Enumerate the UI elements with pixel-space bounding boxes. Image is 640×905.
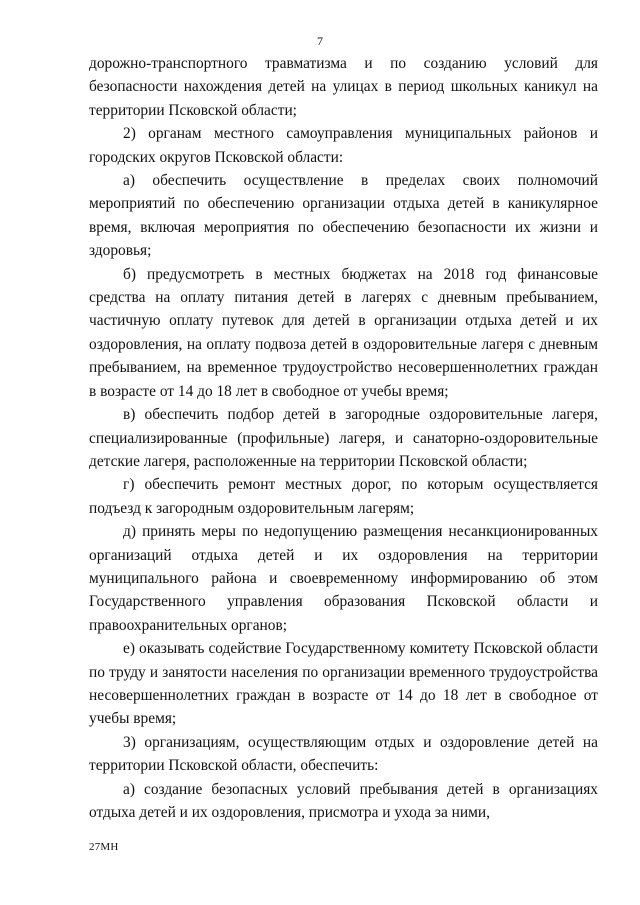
paragraph-item-2d: д) принять меры по недопущению размещения несанкционированных организаций отдыха детей и их оздоровления на территории муниципального района и своевременному информированию об этом Государственного управления образования Псковской области и правоохранительных органов; [89, 523, 598, 634]
paragraph-item-2v: в) обеспечить подбор детей в загородные оздоровительные лагеря, специализированные (профильные) лагеря, и санаторно-оздоровительные детские лагеря, расположенные на территории Псковской области; [89, 406, 598, 470]
paragraph-item-3: 3) организациям, осуществляющим отдых и оздоровление детей на территории Псковской области, обеспечить: [89, 733, 598, 775]
paragraph-item-2a: а) обеспечить осуществление в пределах своих полномочий мероприятий по обеспечению организации отдыха детей в каникулярное время, включая мероприятия по обеспечению безопасности их жизни и здоровья; [89, 172, 598, 260]
paragraph-item-3a: а) создание безопасных условий пребывания детей в организациях отдыха детей и их оздоровления, присмотра и ухода за ними, [89, 780, 598, 821]
paragraph-item-2e: е) оказывать содействие Государственному комитету Псковской области по труду и занятости населения по организации временного трудоустройства несовершеннолетних граждан в возрасте от 14 до 18 лет в свободное от учебы время; [89, 640, 598, 728]
paragraph-item-2b: б) предусмотреть в местных бюджетах на 2018 год финансовые средства на оплату питания детей в лагерях с дневным пребыванием, частичную оплату путевок для детей в организации отдыха детей и их оздоровления, на оплату подвоза детей в оздоровительные лагеря с дневным пребыванием, на временное трудоустройство несовершеннолетних граждан в возрасте от 14 до 18 лет в свободное от учебы время; [89, 265, 598, 400]
paragraph-item-2g: г) обеспечить ремонт местных дорог, по которым осуществляется подъезд к загородным оздоровительным лагерям; [89, 476, 598, 517]
paragraph-continuation: дорожно-транспортного травматизма и по созданию условий для безопасности нахождения детей на улицах в период школьных каникул на территории Псковской области; [89, 55, 598, 119]
document-code: 27МН [89, 841, 119, 853]
page-number: 7 [317, 34, 323, 48]
document-body [89, 52, 598, 824]
paragraph-item-2: 2) органам местного самоуправления муниципальных районов и городских округов Псковской области: [89, 125, 598, 166]
